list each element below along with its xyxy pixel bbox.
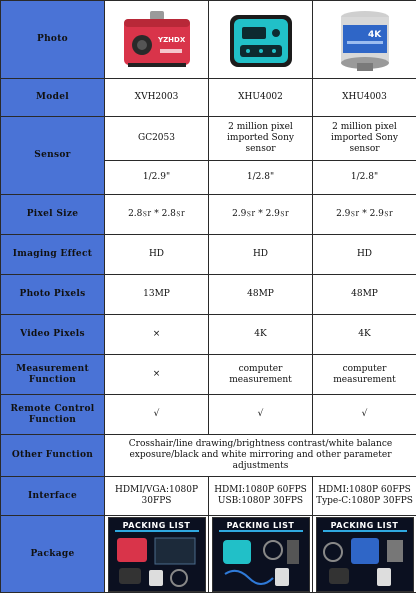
model-2: XHU4002 bbox=[209, 79, 313, 117]
package-cell-2 bbox=[209, 516, 313, 593]
label-other: Other Function bbox=[1, 435, 105, 477]
package-cell-1 bbox=[105, 516, 209, 593]
other-function-text: Crosshair/line drawing/brightness contrast/white balance exposure/black and white mirroring and other parameter adjustments bbox=[105, 435, 416, 477]
sensor-chip-2: 2 million pixel imported Sony sensor bbox=[209, 117, 313, 161]
measurement-3: computer measurement bbox=[313, 355, 416, 395]
label-video-pixels: Video Pixels bbox=[1, 315, 105, 355]
remote-1: √ bbox=[105, 395, 209, 435]
remote-3: √ bbox=[313, 395, 416, 435]
sensor-size-2: 1/2.8" bbox=[209, 161, 313, 195]
model-1: XVH2003 bbox=[105, 79, 209, 117]
video-pixels-2: 4K bbox=[209, 315, 313, 355]
imaging-2: HD bbox=[209, 235, 313, 275]
label-pixel-size: Pixel Size bbox=[1, 195, 105, 235]
pixel-size-3: 2.9㏛ * 2.9㏛ bbox=[313, 195, 416, 235]
interface-2: HDMI:1080P 60FPS USB:1080P 30FPS bbox=[209, 477, 313, 516]
camera-image-1 bbox=[117, 5, 197, 75]
label-sensor: Sensor bbox=[1, 117, 105, 195]
row-photo-pixels bbox=[1, 275, 416, 315]
sensor-size-1: 1/2.9" bbox=[105, 161, 209, 195]
video-pixels-3: 4K bbox=[313, 315, 416, 355]
row-imaging-effect bbox=[1, 235, 416, 275]
row-photo bbox=[1, 1, 416, 79]
photo-cell-2 bbox=[209, 1, 313, 79]
camera-brand-logo: YZHDX bbox=[157, 35, 185, 44]
sensor-chip-3: 2 million pixel imported Sony sensor bbox=[313, 117, 416, 161]
package-title-2: PACKING LIST bbox=[226, 520, 295, 530]
label-remote: Remote Control Function bbox=[1, 395, 105, 435]
camera-image-2 bbox=[221, 5, 301, 75]
package-image-2 bbox=[212, 517, 310, 592]
pixel-size-2: 2.9㏛ * 2.9㏛ bbox=[209, 195, 313, 235]
label-model: Model bbox=[1, 79, 105, 117]
package-image-1 bbox=[108, 517, 206, 592]
label-imaging-effect: Imaging Effect bbox=[1, 235, 105, 275]
package-title-1: PACKING LIST bbox=[122, 520, 191, 530]
row-interface bbox=[1, 477, 416, 516]
video-pixels-1: × bbox=[105, 315, 209, 355]
interface-3: HDMI:1080P 60FPS Type-C:1080P 30FPS bbox=[313, 477, 416, 516]
pixel-size-1: 2.8㏛ * 2.8㏛ bbox=[105, 195, 209, 235]
row-pixel-size bbox=[1, 195, 416, 235]
measurement-2: computer measurement bbox=[209, 355, 313, 395]
photo-cell-3 bbox=[313, 1, 416, 79]
label-interface: Interface bbox=[1, 477, 105, 516]
imaging-1: HD bbox=[105, 235, 209, 275]
row-sensor-chip bbox=[1, 117, 416, 161]
label-photo: Photo bbox=[1, 1, 105, 79]
photo-cell-1 bbox=[105, 1, 209, 79]
interface-1: HDMI/VGA:1080P 30FPS bbox=[105, 477, 209, 516]
remote-2: √ bbox=[209, 395, 313, 435]
photo-pixels-2: 48MP bbox=[209, 275, 313, 315]
photo-pixels-1: 13MP bbox=[105, 275, 209, 315]
camera-image-3 bbox=[325, 5, 405, 75]
photo-pixels-3: 48MP bbox=[313, 275, 416, 315]
measurement-1: × bbox=[105, 355, 209, 395]
package-title-3: PACKING LIST bbox=[330, 520, 399, 530]
row-measurement bbox=[1, 355, 416, 395]
label-photo-pixels: Photo Pixels bbox=[1, 275, 105, 315]
imaging-3: HD bbox=[313, 235, 416, 275]
label-package: Package bbox=[1, 516, 105, 593]
sensor-chip-1: GC2053 bbox=[105, 117, 209, 161]
row-video-pixels bbox=[1, 315, 416, 355]
row-model bbox=[1, 79, 416, 117]
label-measurement: Measurement Function bbox=[1, 355, 105, 395]
row-remote bbox=[1, 395, 416, 435]
sensor-size-3: 1/2.8" bbox=[313, 161, 416, 195]
model-3: XHU4003 bbox=[313, 79, 416, 117]
row-other-function bbox=[1, 435, 416, 477]
package-image-3 bbox=[316, 517, 414, 592]
row-package bbox=[1, 516, 416, 593]
camera-4k-badge: 4K bbox=[367, 29, 381, 40]
package-cell-3 bbox=[313, 516, 416, 593]
